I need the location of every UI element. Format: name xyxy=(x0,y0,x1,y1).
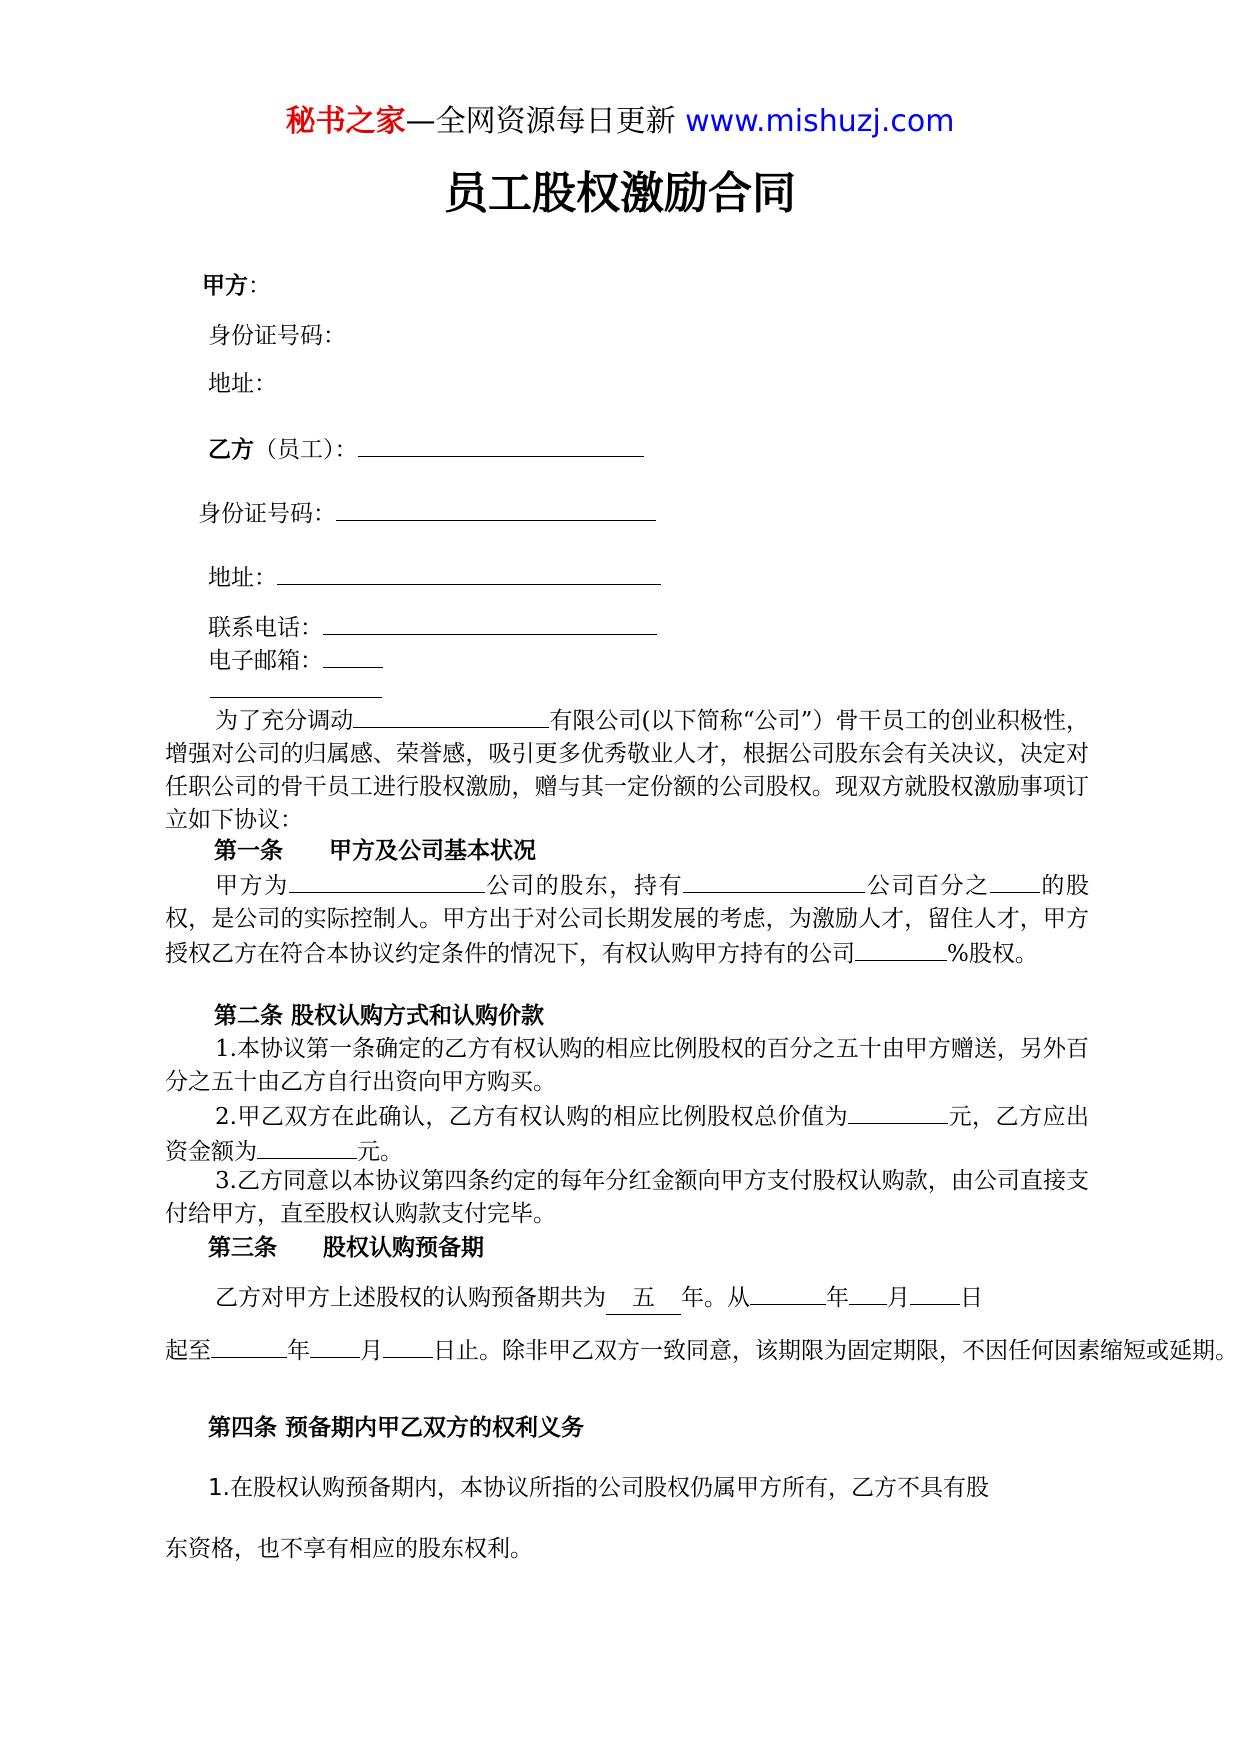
total-value-blank[interactable] xyxy=(848,1099,948,1124)
end-year-blank[interactable] xyxy=(211,1333,287,1358)
article-1-shares-blank[interactable] xyxy=(683,868,865,893)
contribution-blank[interactable] xyxy=(257,1134,357,1159)
party-b-email-line xyxy=(208,643,383,677)
party-b-phone-label: 联系电话： xyxy=(208,615,323,641)
article-1-ratio-blank[interactable] xyxy=(855,936,947,961)
end-year-unit: 年 xyxy=(287,1338,310,1364)
article-3-heading: 第三条 股权认购预备期 xyxy=(208,1235,484,1261)
party-b-email-label: 电子邮箱： xyxy=(208,648,323,674)
article-3-line-1 xyxy=(215,1280,983,1315)
party-b-line xyxy=(208,432,644,466)
article-2-item-2 xyxy=(165,1099,1089,1169)
start-year-unit: 年 xyxy=(826,1285,849,1311)
site-url-link[interactable]: www.mishuzj.com xyxy=(685,104,955,139)
article-3-text-4: 日止。除非甲乙双方一致同意，该期限为固定期限，不因任何因素缩短或延期。 xyxy=(433,1338,1238,1364)
article-1-text-2: 公司的股东，持有 xyxy=(484,873,684,899)
party-b-paren: （员工）： xyxy=(254,437,358,463)
article-3-line-2 xyxy=(165,1333,1238,1367)
site-banner xyxy=(0,100,1240,144)
party-b-id-blank[interactable] xyxy=(336,496,656,521)
start-year-blank[interactable] xyxy=(750,1280,826,1305)
article-3-text-3: 起至 xyxy=(165,1338,211,1364)
party-b-label: 乙方 xyxy=(208,437,254,463)
party-a-line xyxy=(202,270,271,302)
start-month-blank[interactable] xyxy=(849,1280,887,1305)
party-b-id-label: 身份证号码： xyxy=(198,501,336,527)
start-month-unit: 月 xyxy=(887,1285,910,1311)
banner-tagline: —全网资源每日更新 xyxy=(405,104,686,139)
party-a-colon: ： xyxy=(248,273,271,299)
article-1-text-4: 的股权，是公司的实际控制人。甲方出于对公司长期发展的考虑，为激励人才，留住人才，甲方授权乙方在符合本协议约定条件的情况下，有权认购甲方持有的公司 xyxy=(165,873,1090,967)
article-4-heading: 第四条 预备期内甲乙双方的权利义务 xyxy=(208,1415,585,1441)
party-b-email-blank[interactable] xyxy=(323,643,383,668)
article-4-item-1-line-1: 1.在股权认购预备期内，本协议所指的公司股权仍属甲方所有，乙方不具有股 xyxy=(208,1475,989,1501)
party-a-label: 甲方 xyxy=(202,273,248,299)
preamble-text-2: 有限公司(以下简称“公司”）骨干员工的创业积极性，增强对公司的归属感、荣誉感，吸引更多优秀敬业人才，根据公司股东会有关决议，决定对任职公司的骨干员工进行股权激励，赠与其一定份额的公司股权。现双方就股权激励事项订立如下协议： xyxy=(165,708,1089,833)
party-b-address-blank[interactable] xyxy=(277,560,661,585)
article-3-text-2: 年。从 xyxy=(681,1285,750,1311)
brand-name: 秘书之家 xyxy=(285,104,406,139)
article-1-text-1: 甲方为 xyxy=(215,873,289,899)
article-1-text-3: 公司百分之 xyxy=(865,873,990,899)
preamble-paragraph xyxy=(165,703,1089,837)
party-b-address-line xyxy=(208,560,661,594)
reserve-years-value[interactable]: 五 xyxy=(606,1282,681,1315)
article-1-text-5: %股权。 xyxy=(947,941,1038,967)
article-1-heading: 第一条 甲方及公司基本状况 xyxy=(214,838,536,864)
company-name-blank[interactable] xyxy=(353,703,549,728)
end-month-unit: 月 xyxy=(360,1338,383,1364)
preamble-text-1: 为了充分调动 xyxy=(215,708,354,734)
end-day-blank[interactable] xyxy=(383,1333,433,1358)
article-2-item-1: 1.本协议第一条确定的乙方有权认购的相应比例股权的百分之五十由甲方赠送，另外百分之五十由乙方自行出资向甲方购买。 xyxy=(165,1036,1089,1095)
party-b-phone-blank[interactable] xyxy=(323,610,657,635)
article-2-item-2-text-2: 元，乙方应出资金额为 xyxy=(165,1104,1089,1165)
article-1-paragraph xyxy=(165,868,1089,971)
start-day-blank[interactable] xyxy=(910,1280,960,1305)
party-b-phone-line xyxy=(208,610,657,644)
article-4-item-1-line-2: 东资格，也不享有相应的股东权利。 xyxy=(165,1536,533,1562)
article-2-item-2-text-1: 2.甲乙双方在此确认，乙方有权认购的相应比例股权总价值为 xyxy=(215,1104,849,1130)
article-1-company-blank[interactable] xyxy=(289,868,485,893)
article-2-item-3: 3.乙方同意以本协议第四条约定的每年分红金额向甲方支付股权认购款，由公司直接支付给甲方，直至股权认购款支付完毕。 xyxy=(165,1168,1089,1227)
article-1-percent-blank[interactable] xyxy=(990,868,1040,893)
party-b-address-label: 地址： xyxy=(208,565,277,591)
document-title: 员工股权激励合同 xyxy=(444,168,796,219)
party-b-email-blank-continuation xyxy=(210,697,382,698)
party-a-address-label: 地址： xyxy=(208,371,277,397)
article-2-heading: 第二条 股权认购方式和认购价款 xyxy=(214,1003,545,1029)
article-2-item-2-text-3: 元。 xyxy=(357,1139,403,1165)
end-month-blank[interactable] xyxy=(310,1333,360,1358)
article-3-text-1: 乙方对甲方上述股权的认购预备期共为 xyxy=(215,1285,606,1311)
party-b-name-blank[interactable] xyxy=(358,432,644,457)
party-b-id-line xyxy=(198,496,656,530)
party-a-id-label: 身份证号码： xyxy=(208,323,346,349)
start-day-unit: 日 xyxy=(960,1285,983,1311)
